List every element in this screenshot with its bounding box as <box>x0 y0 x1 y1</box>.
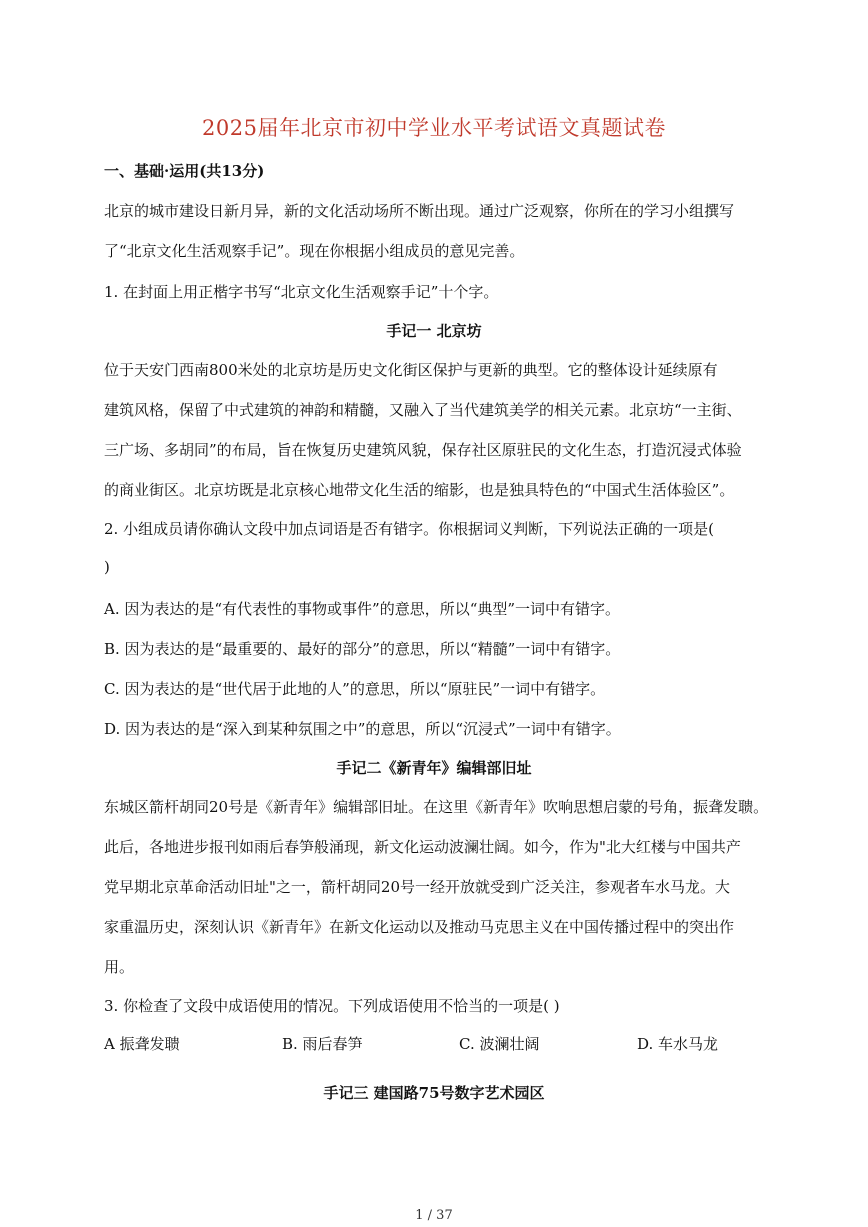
note1-line: 位于天安门西南800米处的北京坊是历史文化街区保护与更新的典型。它的整体设计延续原有 <box>104 361 718 379</box>
note1-line: 建筑风格，保留了中式建筑的神韵和精髓，又融入了当代建筑美学的相关元素。北京坊“一主街、 <box>104 401 742 419</box>
question-2-option-c: C. 因为表达的是“世代居于此地的人”的意思，所以“原驻民”一词中有错字。 <box>104 680 606 698</box>
question-2-option-d: D. 因为表达的是“深入到某种氛围之中”的意思，所以“沉浸式”一词中有错字。 <box>104 720 621 738</box>
section-heading: 一、基础·运用(共13分) <box>104 162 265 180</box>
question-2-option-b: B. 因为表达的是“最重要的、最好的部分”的意思，所以“精髓”一词中有错字。 <box>104 640 621 658</box>
note2-line: 党早期北京革命活动旧址"之一，箭杆胡同20号一经开放就受到广泛关注，参观者车水马龙。大 <box>104 878 730 896</box>
note3-heading: 手记三 建国路75号数字艺术园区 <box>323 1084 545 1102</box>
note1-line: 的商业街区。北京坊既是北京核心地带文化生活的缩影，也是独具特色的“中国式生活体验区”。 <box>104 481 735 499</box>
question-2-option-a: A. 因为表达的是“有代表性的事物或事件”的意思，所以“典型”一词中有错字。 <box>104 600 621 618</box>
note2-line: 此后，各地进步报刊如雨后春笋般涌现，新文化运动波澜壮阔。如今，作为"北大红楼与中国共产 <box>104 838 741 856</box>
page-number: 1 / 37 <box>415 1208 453 1223</box>
note2-heading: 手记二《新青年》编辑部旧址 <box>336 759 532 777</box>
question-3-stem: 3. 你检查了文段中成语使用的情况。下列成语使用不恰当的一项是( ) <box>104 997 560 1015</box>
question-3-option-b: B. 雨后春笋 <box>282 1035 363 1053</box>
question-1: 1. 在封面上用正楷字书写“北京文化生活观察手记”十个字。 <box>104 283 499 301</box>
note2-line: 东城区箭杆胡同20号是《新青年》编辑部旧址。在这里《新青年》吹响思想启蒙的号角，振聋发聩。 <box>104 798 769 816</box>
question-2-stem: ) <box>104 558 110 576</box>
question-3-option-a: A 振聋发聩 <box>104 1035 180 1053</box>
note2-line: 用。 <box>104 958 135 976</box>
note1-line: 三广场、多胡同”的布局，旨在恢复历史建筑风貌，保存社区原驻民的文化生态，打造沉浸式体验 <box>104 441 742 459</box>
intro-line: 北京的城市建设日新月异，新的文化活动场所不断出现。通过广泛观察，你所在的学习小组撰写 <box>104 202 735 220</box>
question-3-option-d: D. 车水马龙 <box>637 1035 719 1053</box>
question-2-stem: 2. 小组成员请你确认文段中加点词语是否有错字。你根据词义判断，下列说法正确的一项是( <box>104 520 714 538</box>
document-title: 2025届年北京市初中学业水平考试语文真题试卷 <box>202 116 666 140</box>
note2-line: 家重温历史，深刻认识《新青年》在新文化运动以及推动马克思主义在中国传播过程中的突出作 <box>104 918 735 936</box>
intro-line: 了“北京文化生活观察手记”。现在你根据小组成员的意见完善。 <box>104 242 525 260</box>
question-3-option-c: C. 波澜壮阔 <box>459 1035 540 1053</box>
note1-heading: 手记一 北京坊 <box>386 322 482 340</box>
